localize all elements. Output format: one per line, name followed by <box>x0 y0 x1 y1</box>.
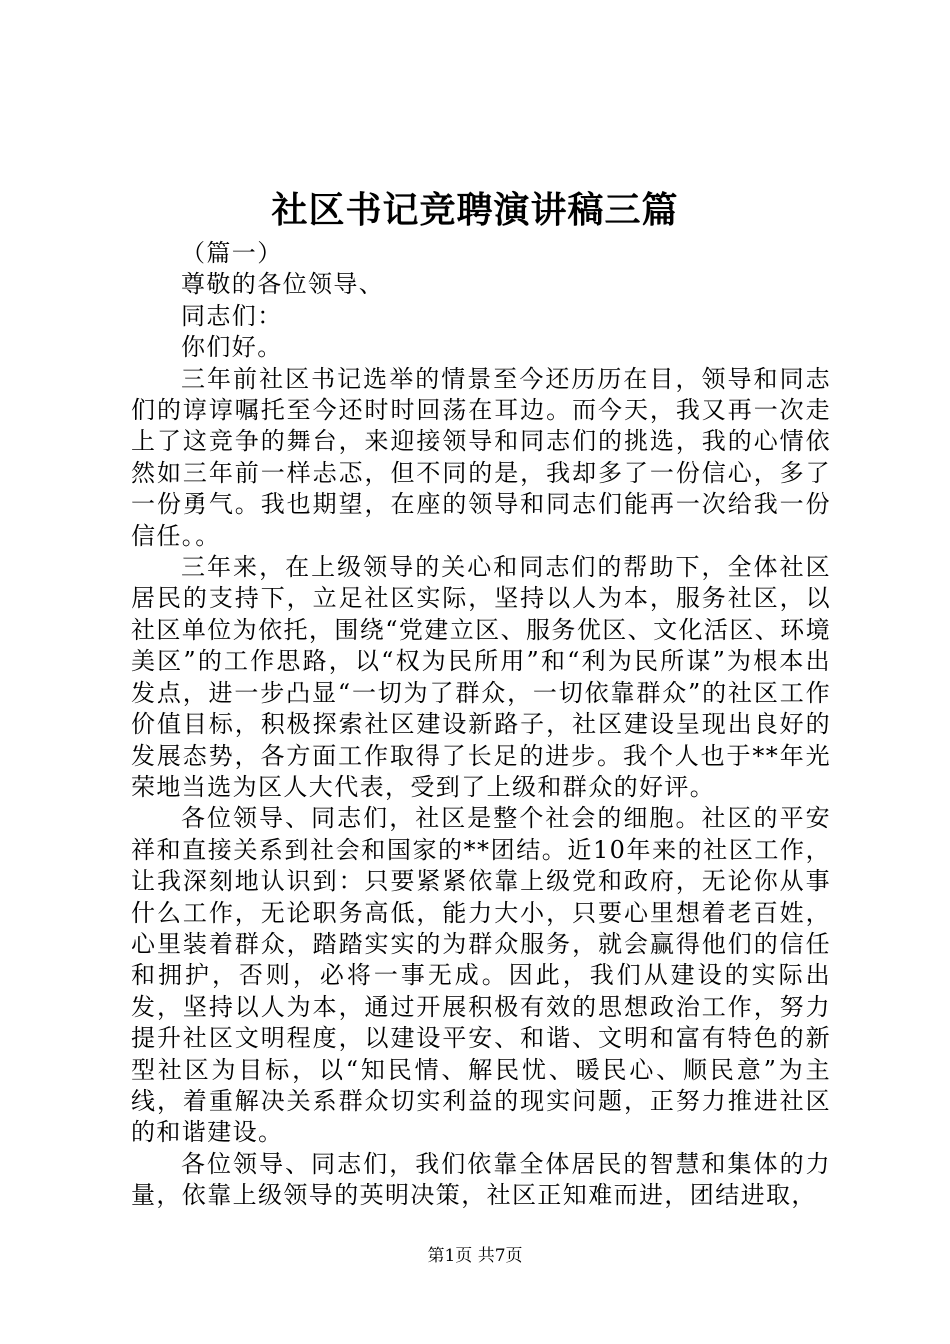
body-paragraph: 各位领导、同志们，社区是整个社会的细胞。社区的平安祥和直接关系到社会和国家的**团结。近10年来的社区工作，让我深刻地认识到：只要紧紧依靠上级党和政府，无论你从事什么工作，无论职务高低，能力大小，只要心里想着老百姓，心里装着群众，踏踏实实的为群众服务，就会赢得他们的信任和拥护，否则，必将一事无成。因此，我们从建设的实际出发，坚持以人为本，通过开展积极有效的思想政治工作，努力提升社区文明程度，以建设平安、和谐、文明和富有特色的新型社区为目标，以“知民情、解民忧、暖民心、顺民意”为主线，着重解决关系群众切实利益的现实问题，正努力推进社区的和谐建设。 <box>131 804 831 1147</box>
document-body <box>131 238 831 1212</box>
body-paragraph: 三年来，在上级领导的关心和同志们的帮助下，全体社区居民的支持下，立足社区实际，坚持以人为本，服务社区，以社区单位为依托，围绕“党建立区、服务优区、文化活区、环境美区”的工作思路，以“权为民所用”和“利为民所谋”为根本出发点，进一步凸显“一切为了群众，一切依靠群众”的社区工作价值目标，积极探索社区建设新路子，社区建设呈现出良好的发展态势，各方面工作取得了长足的进步。我个人也于**年光荣地当选为区人大代表，受到了上级和群众的好评。 <box>131 553 831 801</box>
greeting-line: 你们好。 <box>181 333 283 362</box>
salutation-line: 同志们： <box>181 301 283 330</box>
body-paragraph: 各位领导、同志们，我们依靠全体居民的智慧和集体的力量，依靠上级领导的英明决策，社区正知难而进，团结进取， <box>131 1149 831 1210</box>
section-label: （篇一） <box>181 239 283 267</box>
body-paragraph: 三年前社区书记选举的情景至今还历历在目，领导和同志们的谆谆嘱托至今还时时回荡在耳边。而今天，我又再一次走上了这竞争的舞台，来迎接领导和同志们的挑选，我的心情依然如三年前一样忐忑，但不同的是，我却多了一份信心，多了一份勇气。我也期望，在座的领导和同志们能再一次给我一份信任。。 <box>131 364 831 550</box>
document-title: 社区书记竞聘演讲稿三篇 <box>271 189 679 231</box>
page-footer: 第1页 共7页 <box>427 1246 523 1266</box>
salutation-line: 尊敬的各位领导、 <box>181 270 385 299</box>
